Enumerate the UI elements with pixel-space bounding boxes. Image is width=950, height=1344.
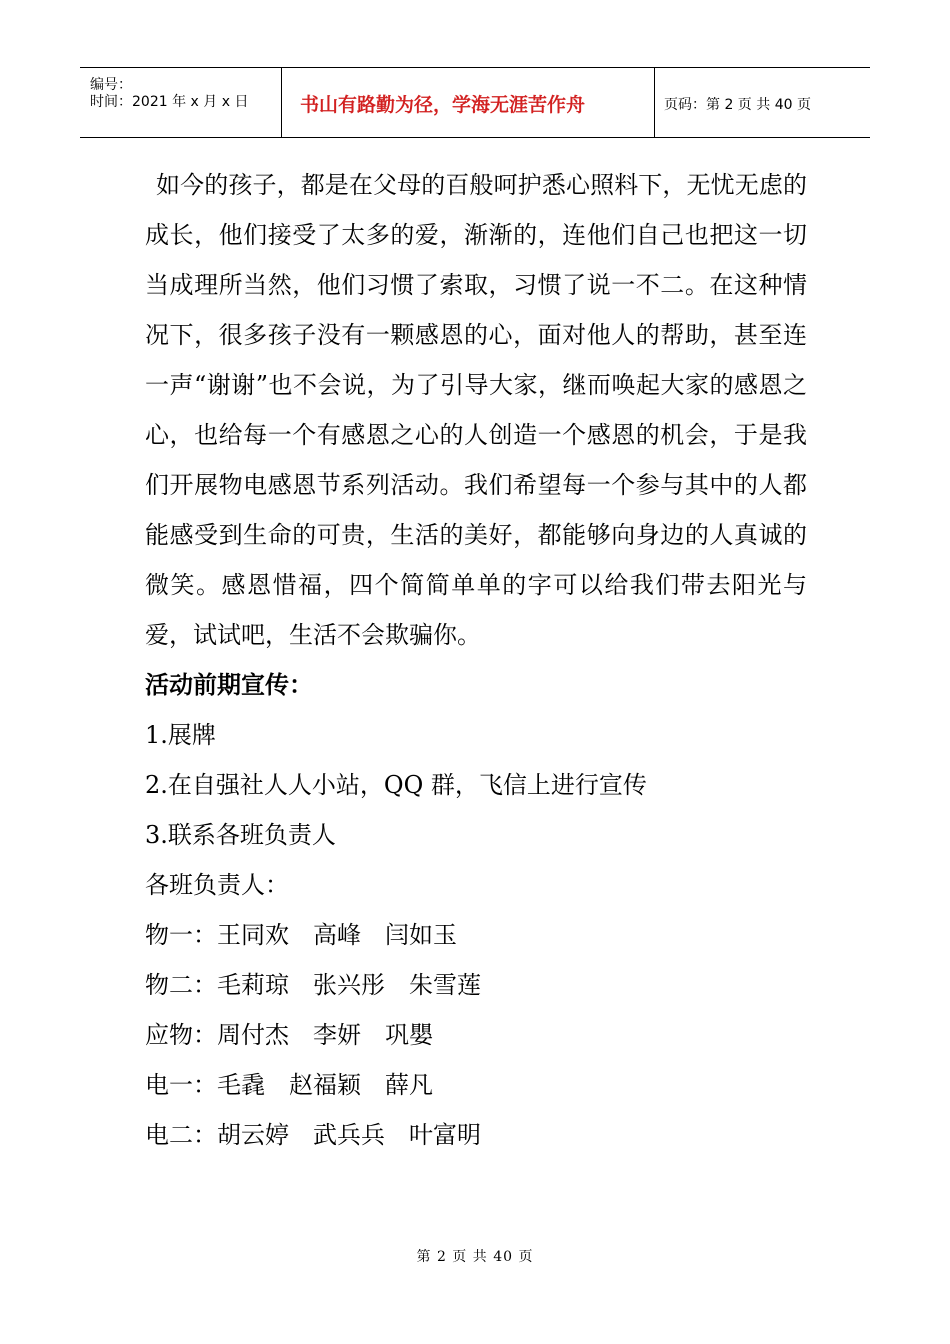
header-motto-cell [282,68,655,137]
number-label: 编号： [90,77,132,93]
motto: 书山有路勤为径，学海无涯苦作舟 [300,94,586,116]
list-item: 1.展牌 [145,721,216,749]
intro-paragraph: 如今的孩子，都是在父母的百般呵护悉心照料下，无忧无虑的成长，他们接受了太多的爱，渐渐的，连他们自己也把这一切当成理所当然，他们习惯了索取，习惯了说一不二。在这种情况下，很多孩子没有一颗感恩的心，面对他人的帮助，甚至连一声“谢谢”也不会说，为了引导大家，继而唤起大家的感恩之心，也给每一个有感恩之心的人创造一个感恩的机会，于是我们开展物电感恩节系列活动。我们希望每一个参与其中的人都能感受到生命的可贵，生活的美好，都能够向身边的人真诚的微笑。感恩惜福，四个简简单单的字可以给我们带去阳光与爱，试试吧，生活不会欺骗你。 [145,171,807,649]
document-header [80,67,870,138]
class-line: 物一：王同欢 高峰 闫如玉 [145,921,457,949]
page-footer: 第 2 页 共 40 页 [416,1249,534,1265]
class-line: 电一：毛毳 赵福颖 薛凡 [145,1071,433,1099]
header-page-label: 页码：第 2 页 共 40 页 [664,97,811,113]
header-meta-cell [80,68,282,137]
header-page-cell [655,68,870,137]
section-title: 活动前期宣传： [145,671,313,699]
list-item: 3.联系各班负责人 [145,821,336,849]
class-line: 电二：胡云婷 武兵兵 叶富明 [145,1121,481,1149]
document-body [145,160,807,1160]
responsible-title: 各班负责人： [145,871,289,899]
class-line: 应物：周付杰 李妍 巩嬰 [145,1021,433,1049]
class-line: 物二：毛莉琼 张兴彤 朱雪莲 [145,971,481,999]
list-item: 2.在自强社人人小站，QQ 群，飞信上进行宣传 [145,771,647,799]
time-label: 时间：2021 年 x 月 x 日 [90,94,249,110]
